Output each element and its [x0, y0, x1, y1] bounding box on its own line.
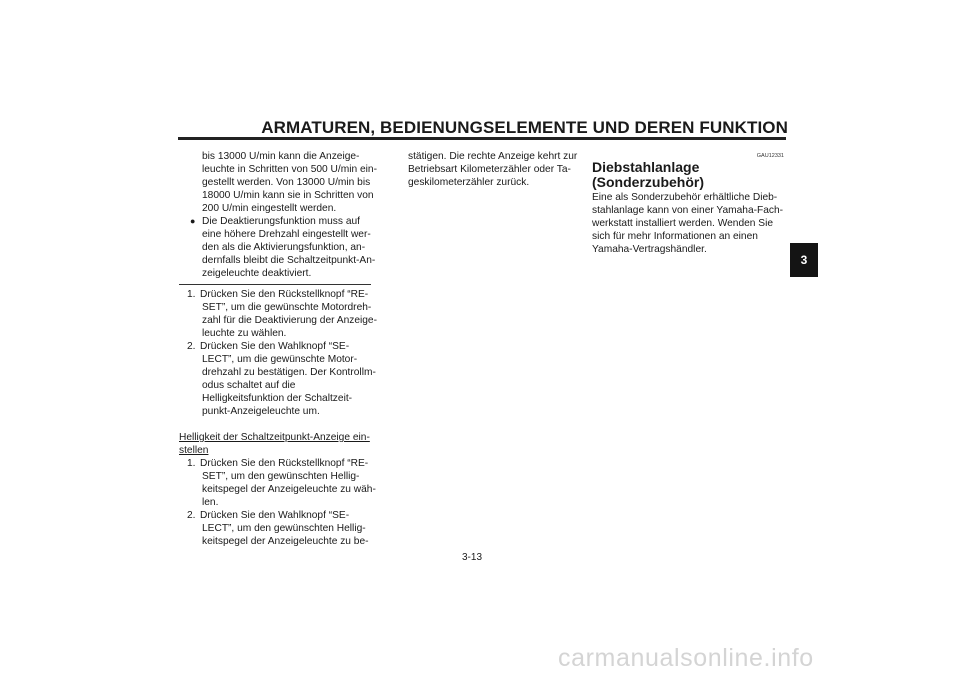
step-number: 2. [187, 510, 196, 521]
heading-line: Diebstahlanlage [592, 159, 700, 175]
step-number: 2. [187, 341, 196, 352]
reference-code: GAU12331 [756, 153, 784, 159]
text-line: den als die Aktivierungsfunktion, an- [202, 242, 366, 253]
text-line: gestellt werden. Von 13000 U/min bis [202, 177, 371, 188]
text-line: Betriebsart Kilometerzähler oder Ta- [408, 164, 571, 175]
text-line: len. [202, 497, 219, 508]
step-item [179, 509, 375, 548]
text-line: stätigen. Die rechte Anzeige kehrt zur [408, 151, 578, 162]
text-line: bis 13000 U/min kann die Anzeige- [202, 151, 360, 162]
text-line: sich für mehr Informationen an einen [592, 231, 758, 242]
text-line: zahl für die Deaktivierung der Anzeige- [202, 315, 377, 326]
intro-paragraph [179, 150, 375, 215]
text-line: LECT”, um die gewünschte Motor- [202, 354, 358, 365]
text-line: punkt-Anzeigeleuchte um. [202, 406, 320, 417]
step-item [179, 340, 375, 418]
heading-line: (Sonderzubehör) [592, 174, 704, 190]
bullet-item [179, 215, 375, 280]
text-line: geskilometerzähler zurück. [408, 177, 530, 188]
text-line: 200 U/min eingestellt werden. [202, 203, 337, 214]
step-item [179, 288, 375, 340]
step-list [179, 457, 375, 548]
text-line: Drücken Sie den Wahlknopf “SE- [200, 510, 350, 521]
text-line: dernfalls bleibt die Schaltzeitpunkt-An- [202, 255, 376, 266]
text-line: leuchte in Schritten von 500 U/min ein- [202, 164, 377, 175]
text-line: LECT”, um den gewünschten Hellig- [202, 523, 366, 534]
text-line: odus schaltet auf die [202, 380, 296, 391]
text-line: Drücken Sie den Wahlknopf “SE- [200, 341, 350, 352]
text-line: SET”, um die gewünschte Motordreh- [202, 302, 372, 313]
text-line: stahlanlage kann von einer Yamaha-Fach- [592, 205, 784, 216]
step-number: 1. [187, 458, 196, 469]
subheading-line: Helligkeit der Schaltzeitpunkt-Anzeige ein- [179, 432, 370, 443]
page-header-title: ARMATUREN, BEDIENUNGSELEMENTE UND DEREN FUNKTION [261, 118, 788, 137]
step-item [179, 457, 375, 509]
step-list [179, 288, 375, 418]
text-line: Drücken Sie den Rückstellknopf “RE- [200, 458, 369, 469]
section-heading [592, 160, 784, 190]
text-line: Yamaha-Vertragshändler. [592, 244, 707, 255]
subheading [179, 431, 375, 457]
bullet-icon: ● [190, 216, 196, 226]
left-column [179, 150, 375, 548]
middle-column [408, 150, 580, 189]
page-number: 3-13 [462, 552, 483, 563]
text-line: werkstatt installiert werden. Wenden Sie [592, 218, 774, 229]
note-end-rule [179, 284, 371, 285]
watermark: carmanualsonline.info [558, 644, 814, 672]
text-line: 18000 U/min kann sie in Schritten von [202, 190, 374, 201]
text-line: keitspegel der Anzeigeleuchte zu be- [202, 536, 369, 547]
text-line: eine höhere Drehzahl eingestellt wer- [202, 229, 371, 240]
text-line: leuchte zu wählen. [202, 328, 287, 339]
chapter-tab: 3 [790, 243, 818, 277]
text-line: Helligkeitsfunktion der Schaltzeit- [202, 393, 353, 404]
text-line: keitspegel der Anzeigeleuchte zu wäh- [202, 484, 376, 495]
text-line: zeigeleuchte deaktiviert. [202, 268, 312, 279]
subheading-line: stellen [179, 445, 209, 456]
right-column [592, 150, 784, 256]
text-line: Die Deaktierungsfunktion muss auf [202, 216, 360, 227]
text-line: Eine als Sonderzubehör erhältliche Dieb- [592, 192, 778, 203]
step-number: 1. [187, 289, 196, 300]
text-line: SET”, um den gewünschten Hellig- [202, 471, 360, 482]
text-line: drehzahl zu bestätigen. Der Kontrollm- [202, 367, 376, 378]
header-rule [178, 137, 786, 140]
text-line: Drücken Sie den Rückstellknopf “RE- [200, 289, 369, 300]
